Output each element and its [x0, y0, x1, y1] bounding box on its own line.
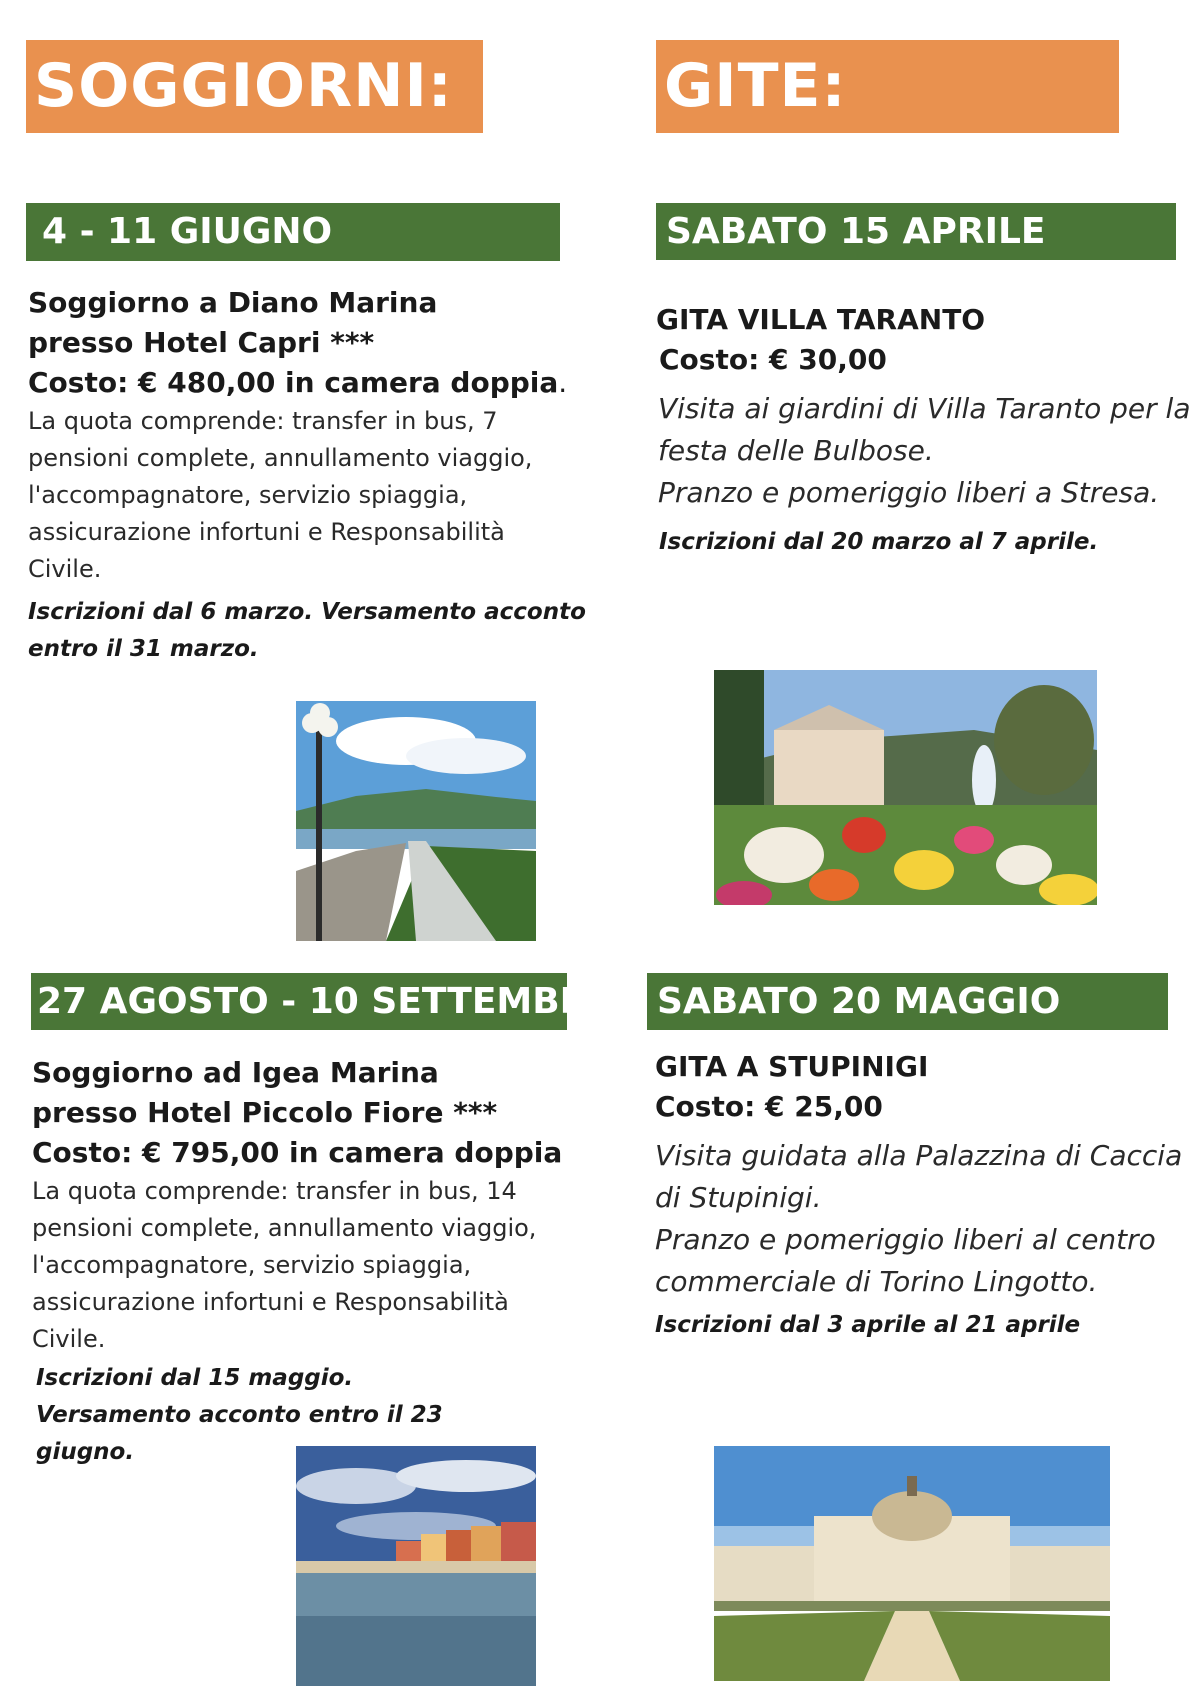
soggiorno-2-title-line-1: Soggiorno ad Igea Marina	[32, 1056, 439, 1089]
soggiorno-1-note: Iscrizioni dal 6 marzo. Versamento acconto entro il 31 marzo.	[28, 599, 586, 662]
gita-2-cost: Costo: € 25,00	[655, 1090, 883, 1123]
soggiorno-1-cost: Costo: € 480,00 in camera doppia.	[28, 366, 568, 399]
gita-2-description-2: Pranzo e pomeriggio liberi al centro commerciale di Torino Lingotto.	[655, 1223, 1156, 1298]
gita-1-title: GITA VILLA TARANTO	[656, 303, 986, 336]
soggiorno-1-block	[28, 283, 588, 668]
soggiorno-1-date: 4 - 11 GIUGNO	[26, 203, 560, 261]
gita-1-block	[656, 300, 1196, 561]
gita-1-date: SABATO 15 APRILE	[656, 203, 1176, 260]
gita-2-date: SABATO 20 MAGGIO	[647, 973, 1168, 1030]
soggiorno-1-description: La quota comprende: transfer in bus, 7 pensioni complete, annullamento viaggio, l'accompagnatore, servizio spiaggia, assicurazione infortuni e Responsabilità Civile.	[28, 407, 533, 583]
gita-2-title: GITA A STUPINIGI	[655, 1050, 929, 1083]
gite-header: GITE:	[656, 40, 1119, 133]
villa-taranto-photo	[714, 670, 1097, 905]
diano-marina-photo	[296, 701, 536, 941]
gita-1-cost: Costo: € 30,00	[659, 343, 887, 376]
soggiorno-1-title-line-2: presso Hotel Capri ***	[28, 326, 375, 359]
soggiorno-2-date: 27 AGOSTO - 10 SETTEMBRE	[31, 973, 567, 1030]
stupinigi-photo	[714, 1446, 1110, 1681]
soggiorno-2-description: La quota comprende: transfer in bus, 14 pensioni complete, annullamento viaggio, l'accompagnatore, servizio spiaggia, assicurazione infortuni e Responsabilità Civile.	[32, 1177, 537, 1353]
gita-2-block	[655, 1047, 1195, 1344]
gita-2-description-1: Visita guidata alla Palazzina di Caccia di Stupinigi.	[655, 1139, 1183, 1214]
soggiorno-2-cost: Costo: € 795,00 in camera doppia	[32, 1136, 563, 1169]
soggiorno-2-block	[32, 1053, 592, 1471]
soggiorno-1-title-line-1: Soggiorno a Diano Marina	[28, 286, 438, 319]
igea-marina-photo	[296, 1446, 536, 1686]
gita-2-note: Iscrizioni dal 3 aprile al 21 aprile	[655, 1312, 1081, 1338]
soggiorno-2-note: Iscrizioni dal 15 maggio. Versamento acconto entro il 23 giugno.	[36, 1365, 443, 1465]
gita-1-note: Iscrizioni dal 20 marzo al 7 aprile.	[659, 529, 1099, 555]
gita-1-description-1: Visita ai giardini di Villa Taranto per la festa delle Bulbose.	[658, 392, 1191, 467]
soggiorni-header: SOGGIORNI:	[26, 40, 483, 133]
soggiorno-2-title-line-2: presso Hotel Piccolo Fiore ***	[32, 1096, 498, 1129]
gita-1-description-2: Pranzo e pomeriggio liberi a Stresa.	[658, 476, 1160, 509]
